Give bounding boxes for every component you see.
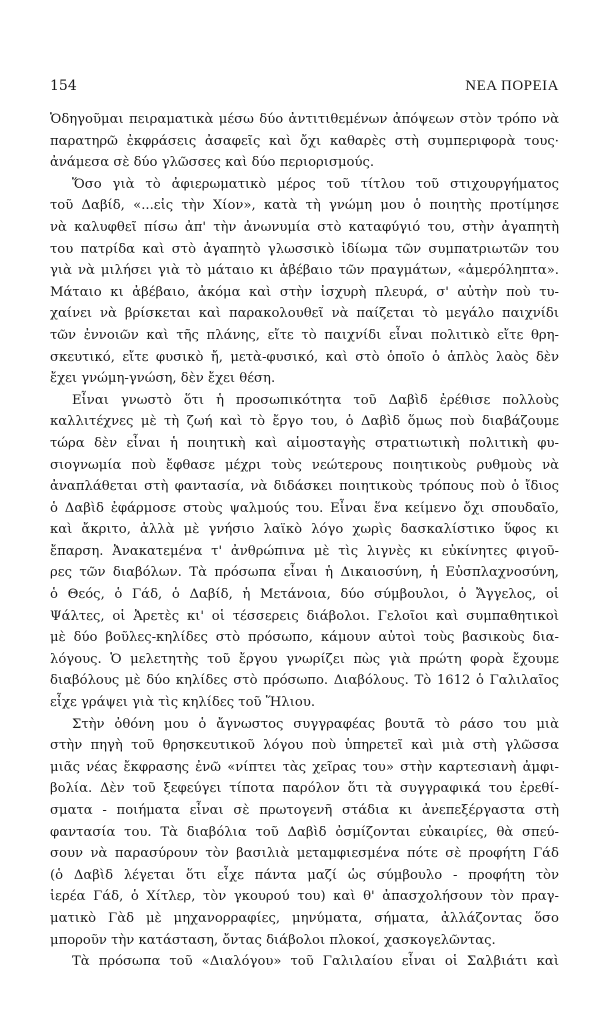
- text-line: (ὁ Δαβὶδ λέγεται ὅτι εἶχε πάντα μαζί ὡς σύμβουλο - προφήτη τὸν: [50, 867, 559, 883]
- text-line: Ὁδηγοῦμαι πειραματικὰ μέσω δύο ἀντιτιθεμένων ἀπόψεων στὸν τρόπο νὰ: [50, 112, 559, 127]
- running-title: ΝΕΑ ΠΟΡΕΙΑ: [465, 78, 559, 94]
- text-line: ἀναπλάθεται στὴ φαντασία, νὰ διδάσκει ποιητικοὺς τρόπους ποὺ ὁ ἴδιος: [50, 479, 559, 495]
- text-line: ἔχει γνώμη-γνώση, δὲν ἔχει θέση.: [50, 371, 276, 387]
- paragraph: [50, 174, 559, 390]
- text-line: λόγους. Ὁ μελετητὴς τοῦ ἔργου γνωρίζει πὼς γιὰ πρώτη φορὰ ἔχουμε: [50, 651, 559, 667]
- text-line: εἶχε γράψει γιὰ τὶς κηλίδες τοῦ Ἥλιου.: [50, 695, 316, 711]
- text-line: ματικὸ Γὰδ μὲ μηχανορραφίες, μηνύματα, σήματα, ἀλλάζοντας ὅσο: [50, 910, 559, 926]
- text-line: χαίνει νὰ βρίσκεται καὶ παρακολουθεῖ νὰ παίζεται τὸ μεγάλο παιχνίδι: [50, 306, 559, 322]
- text-line: Μάταιο κι ἀβέβαιο, ἀκόμα καὶ στὴν ἰσχυρὴ πλευρά, σ' αὐτὴν ποὺ τυ-: [50, 284, 559, 300]
- text-line: ἱερέα Γάδ, ὁ Χίτλερ, τὸν γκουρού του) καὶ θ' ἀπασχολήσουν τὸν πραγ-: [50, 889, 559, 905]
- text-line: τώρα δὲν εἶναι ἡ ποιητικὴ καὶ αἱμοσταγὴς στρατιωτικὴ πολιτικὴ φυ-: [50, 435, 559, 451]
- paragraph: [50, 390, 559, 714]
- text-line: ἔπαρση. Ἀνακατεμένα τ' ἀνθρώπινα μὲ τὶς λιγνὲς κι εὐκίνητες φιγοῦ-: [50, 543, 559, 559]
- text-line: καλλιτέχνες μὲ τὴ ζωή καὶ τὸ ἔργο του, ὁ Δαβὶδ ὅμως ποὺ διαβάζουμε: [50, 414, 559, 430]
- text-line: βολία. Δὲν τοῦ ξεφεύγει τίποτα παρόλον ὅτι τὰ συγγραφικά του ἐρεθί-: [50, 781, 559, 797]
- text-line: Τὰ πρόσωπα τοῦ «Διαλόγου» τοῦ Γαλιλαίου εἶναι οἱ Σαλβιάτι καὶ: [72, 954, 559, 970]
- text-line: ρες τῶν διαβόλων. Τὰ πρόσωπα εἶναι ἡ Δικαιοσύνη, ἡ Εὐσπλαχνοσύνη,: [50, 565, 559, 581]
- text-line: Στὴν ὀθόνη μου ὁ ἄγνωστος συγγραφέας βουτᾶ τὸ ράσο του μιὰ: [72, 716, 559, 732]
- text-line: νὰ καλυφθεῖ πίσω ἀπ' τὴν ἀνωνυμία στὸ καταφύγιό του, στὴν ἀγαπητὴ: [50, 219, 559, 235]
- text-line: Εἶναι γνωστὸ ὅτι ἡ προσωπικότητα τοῦ Δαβὶδ ἐρέθισε πολλοὺς: [72, 392, 559, 408]
- text-line: ἀνάμεσα σὲ δύο γλῶσσες καὶ δύο περιορισμούς.: [50, 155, 375, 171]
- page-header: [50, 78, 559, 98]
- text-line: μιᾶς νέας ἔκφρασης ἐνῶ «νίπτει τὰς χεῖρας του» στὴν καρτεσιανὴ ἀμφι-: [50, 759, 559, 775]
- text-line: τῶν ἐννοιῶν καὶ τῆς πλάνης, εἴτε τὸ παιχνίδι εἶναι πολιτικὸ εἴτε θρη-: [50, 327, 559, 343]
- text-line: σουν νὰ παρασύρουν τὸν βασιλιὰ μεταμφιεσμένα πότε σὲ προφήτη Γάδ: [50, 846, 559, 862]
- text-line: γιὰ νὰ μιλήσει γιὰ τὸ μάταιο κι ἀβέβαιο τῶν πραγμάτων, «ἀμερόληπτα».: [50, 263, 559, 279]
- text-line: διαβόλους μὲ δύο κηλίδες στὸ πρόσωπο. Διαβόλους. Τὸ 1612 ὁ Γαλιλαῖος: [50, 673, 559, 689]
- paragraph: [50, 951, 559, 973]
- text-line: Ψάλτες, οἱ Ἀρετὲς κι' οἱ τέσσερεις διάβολοι. Γελοῖοι καὶ συμπαθητικοὶ: [50, 608, 559, 624]
- text-line: μποροῦν τὴν κατάσταση, ὄντας διάβολοι πλοκοί, χασκογελῶντας.: [50, 932, 496, 948]
- page-number: 154: [50, 78, 77, 94]
- text-line: καὶ ἄκριτο, ἀλλὰ μὲ γνήσιο λαϊκὸ λόγο χωρὶς δασκαλίστικο ὕφος κι: [50, 522, 559, 538]
- text-line: ὁ Δαβὶδ ἐφάρμοσε στοὺς ψαλμούς του. Εἶναι ἕνα κείμενο ὄχι σπουδαῖο,: [50, 500, 559, 516]
- text-line: στὴν πηγὴ τοῦ θρησκευτικοῦ λόγου ποὺ ὑπηρετεῖ καὶ μιὰ στὴ γλῶσσα: [50, 738, 559, 754]
- text-line: μὲ δύο βοῦλες-κηλίδες στὸ πρόσωπο, κάμουν αὐτοὶ τοὺς βασικοὺς δια-: [50, 630, 559, 646]
- text-line: ὁ Θεός, ὁ Γάδ, ὁ Δαβίδ, ἡ Μετάνοια, δύο σύμβουλοι, ὁ Ἄγγελος, οἱ: [50, 587, 559, 603]
- text-line: του πατρίδα καὶ στὸ ἀγαπητὸ γλωσσικὸ ἰδίωμα τῶν συμπατριωτῶν του: [50, 241, 559, 257]
- text-line: παρατηρῶ ἐκφράσεις ἀσαφεῖς καὶ ὄχι καθαρὲς στὴ συμπεριφορὰ τους·: [50, 133, 559, 149]
- text-line: τοῦ Δαβίδ, «...εἰς τὴν Χίον», κατὰ τὴ γνώμη μου ὁ ποιητὴς προτίμησε: [50, 198, 559, 214]
- text-line: σματα - ποιήματα εἶναι σὲ πρωτογενῆ στάδια κι ἀνεπεξέργαστα στὴ: [50, 803, 559, 818]
- paragraph: [50, 109, 559, 174]
- text-line: σκευτικό, εἴτε φυσικὸ ἤ, μετὰ-φυσικό, καὶ στὸ ὁποῖο ὁ ἁπλὸς λαὸς δὲν: [50, 349, 559, 365]
- text-line: φαντασία του. Τὰ διαβόλια τοῦ Δαβὶδ ὀσμίζονται εὐκαιρίες, θὰ σπεύ-: [50, 824, 559, 840]
- paragraph: [50, 714, 559, 952]
- body-text: [50, 109, 559, 973]
- text-line: Ὅσο γιὰ τὸ ἀφιερωματικὸ μέρος τοῦ τίτλου τοῦ στιχουργήματος: [72, 176, 559, 192]
- text-line: σιογνωμία ποὺ ἔφθασε μέχρι τοὺς νεώτερους ποιητικοὺς ρυθμοὺς νὰ: [50, 457, 559, 473]
